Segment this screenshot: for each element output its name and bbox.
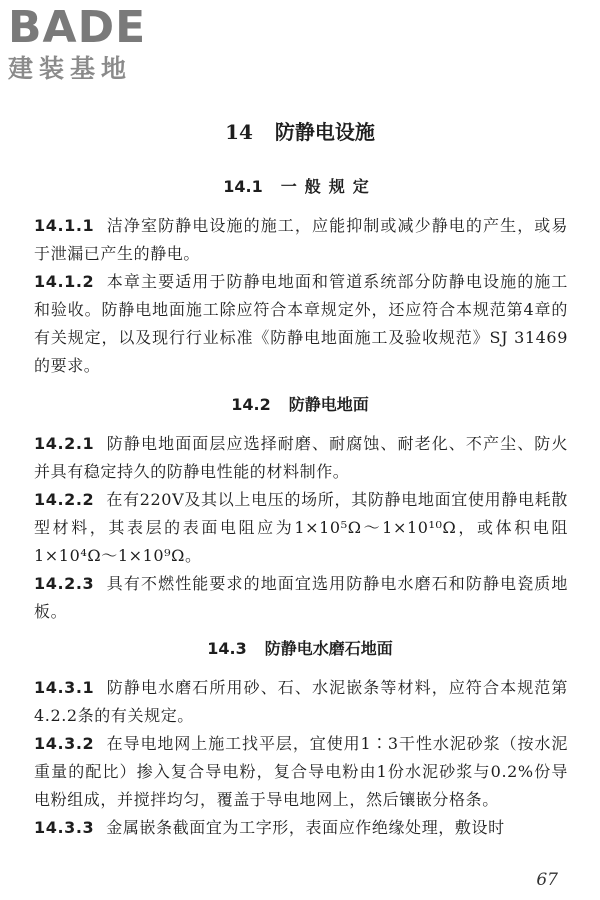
clause-number: 14.2.1 xyxy=(34,434,95,453)
clause xyxy=(34,814,568,842)
clause-number: 14.3.1 xyxy=(34,678,95,697)
section-body-14-2 xyxy=(34,430,568,626)
logo xyxy=(8,4,183,84)
section-title: 防静电水磨石地面 xyxy=(264,639,393,658)
page-number: 67 xyxy=(536,870,558,890)
section-number: 14.1 xyxy=(223,177,263,196)
chapter-title: 防静电设施 xyxy=(274,120,375,144)
clause-text: 在有220V及其以上电压的场所，其防静电地面宜使用静电耗散型材料，其表层的表面电阻应为1×10⁵Ω～1×10¹⁰Ω，或体积电阻1×10⁴Ω～1×10⁹Ω。 xyxy=(34,490,568,565)
section-body-14-1 xyxy=(34,212,568,380)
section-heading-14-1 xyxy=(0,174,600,197)
clause-text: 金属嵌条截面宜为工字形，表面应作绝缘处理，敷设时 xyxy=(106,818,505,837)
clause xyxy=(34,730,568,814)
clause-number: 14.1.2 xyxy=(34,272,95,291)
section-title: 防静电地面 xyxy=(288,395,369,414)
clause xyxy=(34,212,568,268)
section-heading-14-3 xyxy=(0,636,600,659)
section-heading-14-2 xyxy=(0,392,600,415)
section-body-14-3 xyxy=(34,674,568,842)
clause-text: 在导电地网上施工找平层，宜使用1∶3干性水泥砂浆（按水泥重量的配比）掺入复合导电粉，复合导电粉由1份水泥砂浆与0.2%份导电粉组成，并搅拌均匀，覆盖于导电地网上，然后镶嵌分格条。 xyxy=(34,734,568,809)
logo-wordmark: BADE xyxy=(8,2,147,53)
clause-text: 具有不燃性能要求的地面宜选用防静电水磨石和防静电瓷质地板。 xyxy=(34,574,568,621)
section-number: 14.2 xyxy=(231,395,271,414)
clause xyxy=(34,430,568,486)
chapter-heading xyxy=(0,116,600,145)
clause-number: 14.1.1 xyxy=(34,216,95,235)
clause-text: 防静电地面面层应选择耐磨、耐腐蚀、耐老化、不产尘、防火并具有稳定持久的防静电性能的材料制作。 xyxy=(34,434,568,481)
chapter-number: 14 xyxy=(225,120,253,144)
logo-subtitle: 建装基地 xyxy=(8,54,133,83)
clause xyxy=(34,268,568,380)
clause-number: 14.2.2 xyxy=(34,490,95,509)
clause-number: 14.2.3 xyxy=(34,574,95,593)
clause-number: 14.3.3 xyxy=(34,818,95,837)
clause-text: 防静电水磨石所用砂、石、水泥嵌条等材料，应符合本规范第4.2.2条的有关规定。 xyxy=(34,678,568,725)
clause xyxy=(34,674,568,730)
section-number: 14.3 xyxy=(207,639,247,658)
clause-number: 14.3.2 xyxy=(34,734,95,753)
clause xyxy=(34,570,568,626)
clause-text: 洁净室防静电设施的施工，应能抑制或减少静电的产生，或易于泄漏已产生的静电。 xyxy=(34,216,568,263)
clause-text: 本章主要适用于防静电地面和管道系统部分防静电设施的施工和验收。防静电地面施工除应符合本章规定外，还应符合本规范第4章的有关规定，以及现行行业标准《防静电地面施工及验收规范》SJ 31469的要求。 xyxy=(34,272,568,375)
clause xyxy=(34,486,568,570)
section-title: 一般规定 xyxy=(280,177,377,196)
